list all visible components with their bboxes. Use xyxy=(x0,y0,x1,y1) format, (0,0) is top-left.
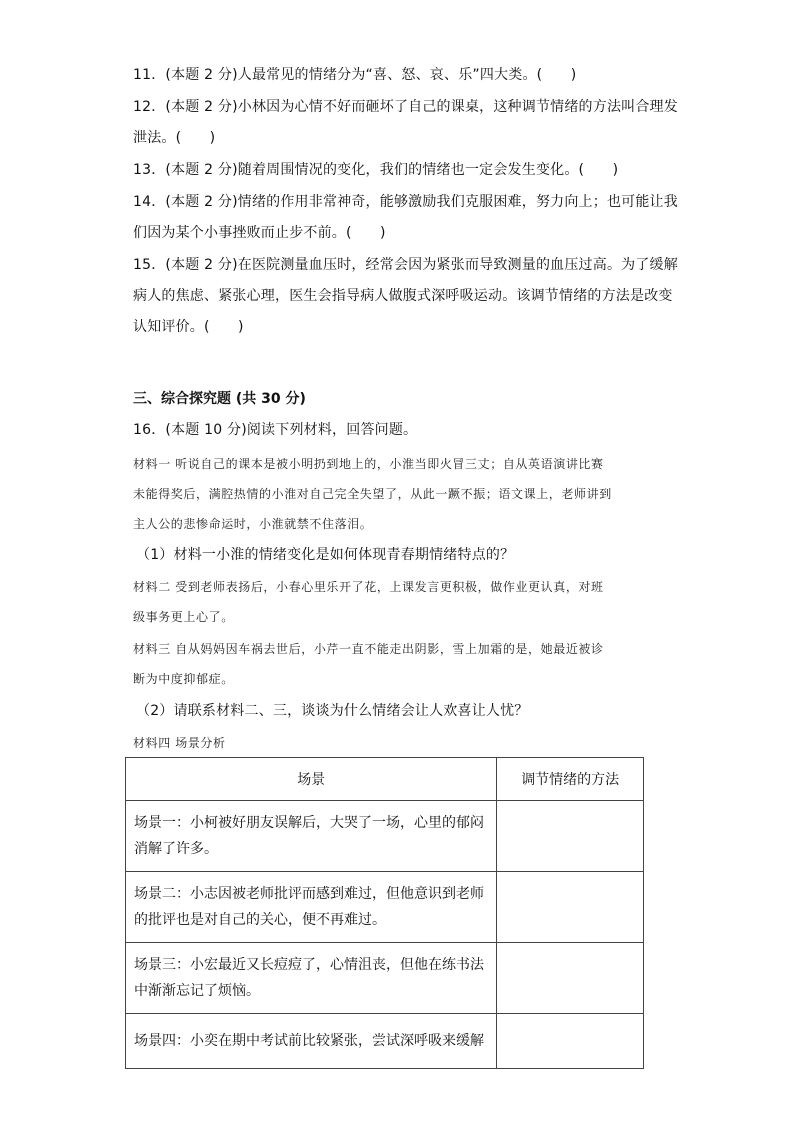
question-15-line-3: 认知评价。( ) xyxy=(133,319,244,335)
table-header-scene: 场景 xyxy=(126,758,497,801)
scene-4-cell: 场景四：小奕在期中考试前比较紧张，尝试深呼吸来缓解 xyxy=(126,1014,497,1069)
section-title: 三、综合探究题 (共 30 分) xyxy=(133,391,306,407)
table-row xyxy=(126,872,644,943)
table-row xyxy=(126,801,644,872)
method-4-cell[interactable] xyxy=(497,1014,644,1069)
table-row xyxy=(126,1014,644,1069)
question-15-line-2: 病人的焦虑、紧张心理，医生会指导病人做腹式深呼吸运动。该调节情绪的方法是改变 xyxy=(133,288,673,304)
question-13-line-1: 13．(本题 2 分)随着周围情况的变化，我们的情绪也一定会发生变化。( ) xyxy=(133,162,619,178)
material-2-line-2: 级事务更上心了。 xyxy=(133,610,234,624)
scene-1-cell: 场景一：小柯被好朋友误解后，大哭了一场，心里的郁闷消解了许多。 xyxy=(126,801,497,872)
material-3-line-2: 断为中度抑郁症。 xyxy=(133,672,234,686)
table-header-row xyxy=(126,758,644,801)
material-1-line-1: 材料一 听说自己的课本是被小明扔到地上的，小淮当即火冒三丈；自从英语演讲比赛 xyxy=(133,457,604,471)
sub-question-1: （1）材料一小淮的情绪变化是如何体现青春期情绪特点的？ xyxy=(136,547,515,563)
material-2-line-1: 材料二 受到老师表扬后，小春心里乐开了花，上课发言更积极，做作业更认真，对班 xyxy=(133,580,604,594)
scene-3-cell: 场景三：小宏最近又长痘痘了，心情沮丧，但他在练书法中渐渐忘记了烦恼。 xyxy=(126,943,497,1014)
material-1-line-2: 未能得奖后，满腔热情的小淮对自己完全失望了，从此一蹶不振；语文课上，老师讲到 xyxy=(133,487,612,501)
question-15-line-1: 15．(本题 2 分)在医院测量血压时，经常会因为紧张而导致测量的血压过高。为了缓解 xyxy=(133,257,678,273)
material-4-title: 材料四 场景分析 xyxy=(133,736,226,750)
method-1-cell[interactable] xyxy=(497,801,644,872)
material-1-line-3: 主人公的悲惨命运时，小淮就禁不住落泪。 xyxy=(133,517,373,531)
method-2-cell[interactable] xyxy=(497,872,644,943)
sub-question-2: （2）请联系材料二、三，谈谈为什么情绪会让人欢喜让人忧？ xyxy=(136,703,529,719)
material-3-line-1: 材料三 自从妈妈因车祸去世后，小芹一直不能走出阴影，雪上加霜的是，她最近被诊 xyxy=(133,642,604,656)
question-16: 16．(本题 10 分)阅读下列材料，回答问题。 xyxy=(133,422,418,438)
table-row xyxy=(126,943,644,1014)
question-12-line-2: 泄法。( ) xyxy=(133,130,216,146)
scene-2-cell: 场景二：小志因被老师批评而感到难过，但他意识到老师的批评也是对自己的关心，便不再难过。 xyxy=(126,872,497,943)
scene-analysis-table xyxy=(125,757,644,1069)
question-12-line-1: 12．(本题 2 分)小林因为心情不好而砸坏了自己的课桌，这种调节情绪的方法叫合理发 xyxy=(133,99,678,115)
question-14-line-1: 14．(本题 2 分)情绪的作用非常神奇，能够激励我们克服困难，努力向上；也可能让我 xyxy=(133,194,678,210)
question-14-line-2: 们因为某个小事挫败而止步不前。( ) xyxy=(133,225,386,241)
table-header-method: 调节情绪的方法 xyxy=(497,758,644,801)
question-11-line-1: 11．(本题 2 分)人最常见的情绪分为“喜、怒、哀、乐”四大类。( ) xyxy=(133,67,577,83)
method-3-cell[interactable] xyxy=(497,943,644,1014)
